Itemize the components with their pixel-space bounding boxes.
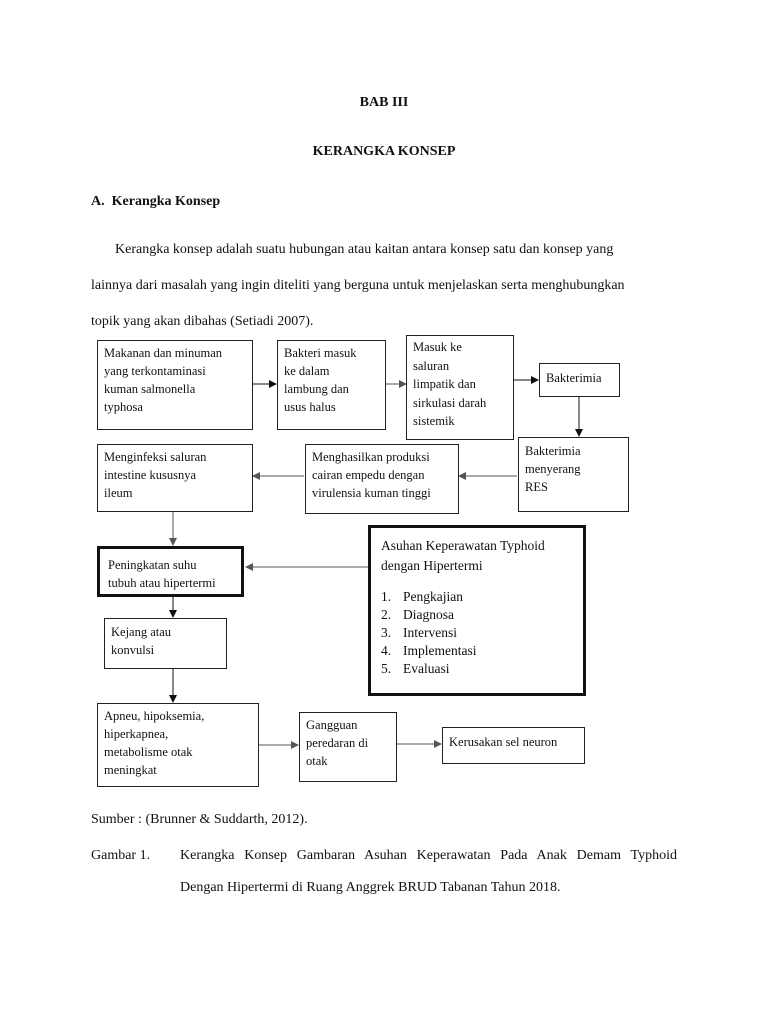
step-label: Diagnosa [403, 607, 454, 622]
step-number: 4. [381, 643, 392, 658]
box-text: typhosa [104, 400, 143, 414]
box-menginfeksi [97, 444, 253, 512]
box-text: sistemik [413, 414, 455, 428]
box-asuhan-keperawatan [368, 525, 586, 696]
box-text: cairan empedu dengan [312, 468, 425, 482]
paragraph-line: lainnya dari masalah yang ingin diteliti yang berguna untuk menjelaskan serta menghubungkan [91, 278, 625, 293]
step-number: 5. [381, 661, 392, 676]
box-text: saluran [413, 358, 450, 373]
figure-caption-line2: Dengan Hipertermi di Ruang Anggrek BRUD Tabanan Tahun 2018. [180, 880, 561, 895]
box-text: Gangguan [306, 718, 358, 732]
box-text: usus halus [284, 400, 336, 414]
box-text: hiperkapnea, [104, 727, 169, 741]
box-text: ke dalam [284, 364, 330, 378]
box-text: metabolisme otak [104, 745, 193, 759]
source-citation: Sumber : (Brunner & Suddarth, 2012). [91, 812, 308, 827]
box-text: ileum [104, 486, 133, 500]
box-text: menyerang [525, 462, 581, 476]
box-text: Masuk ke [413, 340, 462, 354]
box-text: RES [525, 480, 548, 494]
asuhan-step [381, 642, 573, 660]
box-text: Apneu, hipoksemia, [104, 709, 205, 723]
box-text: tubuh atau hipertermi [108, 576, 216, 590]
box-text: limpatik dan [413, 377, 476, 391]
box-text: yang terkontaminasi [104, 364, 206, 378]
step-number: 1. [381, 589, 392, 604]
box-menghasilkan [305, 444, 459, 514]
step-number: 3. [381, 625, 392, 640]
section-title: Kerangka Konsep [111, 194, 221, 209]
step-label: Intervensi [403, 625, 457, 640]
figure-caption-line1: Kerangka Konsep Gambaran Asuhan Keperawatan Pada Anak Demam Typhoid [180, 848, 677, 863]
box-text: kuman salmonella [104, 382, 196, 396]
box-text: peredaran di [306, 736, 369, 750]
section-label: A. [91, 194, 105, 209]
box-gangguan [299, 712, 397, 782]
asuhan-steps [381, 588, 573, 678]
asuhan-step [381, 624, 573, 642]
box-text: Kejang atau [111, 625, 172, 639]
box-kejang [104, 618, 227, 669]
box-masuk-saluran [406, 335, 514, 440]
box-text: Menghasilkan produksi [312, 450, 430, 464]
step-label: Implementasi [403, 643, 477, 658]
step-label: Evaluasi [403, 661, 450, 676]
asuhan-step [381, 606, 573, 624]
page-title: KERANGKA KONSEP [312, 144, 456, 159]
step-label: Pengkajian [403, 589, 463, 604]
box-text: Menginfeksi saluran [104, 450, 207, 464]
asuhan-step [381, 588, 573, 606]
box-text: konvulsi [111, 643, 155, 657]
box-bakterimia-res [518, 437, 629, 512]
box-text: Kerusakan sel neuron [449, 735, 558, 749]
box-text: sirkulasi darah [413, 395, 487, 410]
box-bakteri-masuk [277, 340, 386, 430]
box-text: Bakterimia [525, 444, 581, 458]
figure-label: Gambar 1. [91, 848, 151, 863]
step-number: 2. [381, 607, 392, 622]
box-kerusakan [442, 727, 585, 764]
asuhan-title: Asuhan Keperawatan Typhoid [381, 538, 545, 553]
asuhan-step [381, 660, 573, 678]
box-text: Peningkatan suhu [108, 558, 197, 572]
box-peningkatan-suhu [97, 546, 244, 597]
box-text: virulensia kuman tinggi [312, 486, 431, 500]
box-makanan [97, 340, 253, 430]
box-text: otak [306, 754, 328, 768]
box-text: Makanan dan minuman [104, 346, 223, 360]
paragraph-line: Kerangka konsep adalah suatu hubungan atau kaitan antara konsep satu dan konsep yang [115, 242, 614, 257]
asuhan-title: dengan Hipertermi [381, 558, 483, 573]
box-apneu [97, 703, 259, 787]
box-bakterimia [539, 363, 620, 397]
box-text: Bakteri masuk [284, 346, 357, 360]
box-text: lambung dan [284, 382, 349, 396]
box-text: Bakterimia [546, 371, 602, 385]
chapter-heading: BAB III [359, 95, 409, 110]
box-text: meningkat [104, 763, 157, 777]
box-text: intestine kusus​nya [104, 468, 197, 482]
paragraph-line: topik yang akan dibahas (Setiadi 2007). [91, 314, 314, 329]
